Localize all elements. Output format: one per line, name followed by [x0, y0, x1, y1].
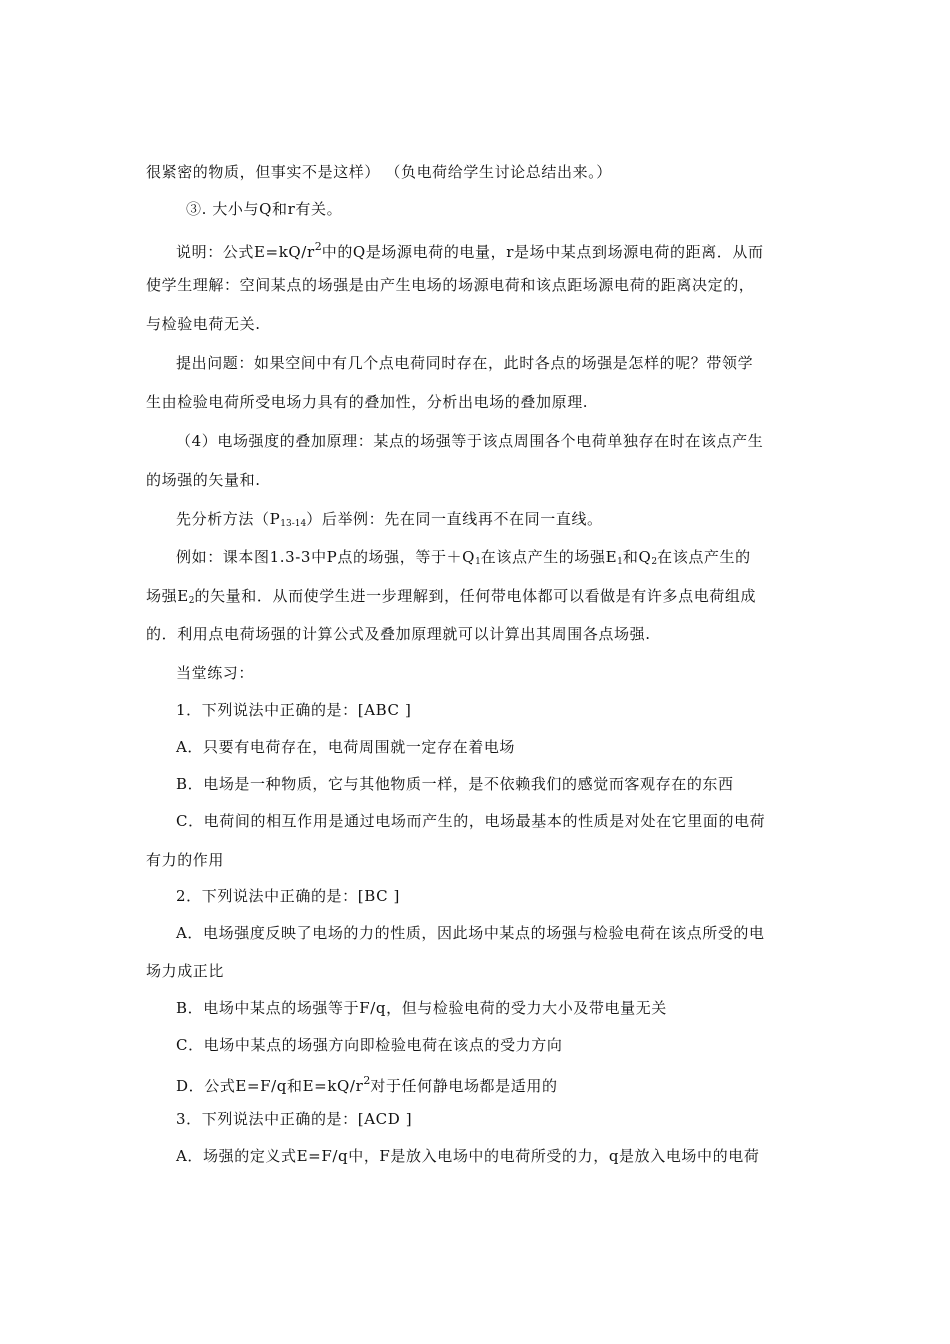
text: 有力的作用 [146, 851, 225, 869]
text: 与检验电荷无关. [146, 315, 261, 333]
paragraph-line [146, 586, 810, 611]
option-2b [176, 998, 810, 1018]
option-2a [176, 923, 810, 943]
question-3 [176, 1109, 810, 1129]
text: 场强E [146, 587, 189, 605]
text: 生由检验电荷所受电场力具有的叠加性，分析出电场的叠加原理. [146, 393, 589, 411]
text: 和Q [622, 548, 652, 566]
option-2d [176, 1071, 810, 1096]
paragraph-line [146, 624, 810, 644]
text: 中的Q是场源电荷的电量，r是场中某点到场源电荷的距离．从而 [321, 243, 764, 261]
option-1b [176, 774, 810, 794]
paragraph-line [176, 431, 810, 451]
text: B．电场中某点的场强等于F/q，但与检验电荷的受力大小及带电量无关 [176, 999, 667, 1017]
paragraph-line [146, 392, 810, 412]
text: A．只要有电荷存在，电荷周围就一定存在着电场 [176, 738, 516, 756]
text: C．电荷间的相互作用是通过电场而产生的，电场最基本的性质是对处在它里面的电荷 [176, 812, 766, 830]
text: 在该点产生的 [657, 548, 751, 566]
text: ③. 大小与Q和r有关。 [186, 200, 343, 218]
text: 例如：课本图1.3-3中P点的场强，等于＋Q [176, 548, 476, 566]
text: ）后举例：先在同一直线再不在同一直线。 [306, 510, 603, 528]
text: D．公式E=F/q和E=kQ/r [176, 1077, 364, 1095]
option-2c [176, 1035, 810, 1055]
text: 在该点产生的场强E [480, 548, 618, 566]
option-2a-cont [146, 961, 810, 981]
text: B．电场是一种物质，它与其他物质一样，是不依赖我们的感觉而客观存在的东西 [176, 775, 734, 793]
paragraph-line [146, 314, 810, 334]
text: C．电场中某点的场强方向即检验电荷在该点的受力方向 [176, 1036, 563, 1054]
paragraph-line [186, 199, 850, 219]
section-heading [176, 663, 810, 683]
paragraph-line [146, 470, 810, 490]
text: 说明：公式E=kQ/r [176, 243, 315, 261]
text: 2．下列说法中正确的是：[BC ] [176, 887, 400, 905]
paragraph-line [146, 162, 810, 182]
text: 3．下列说法中正确的是：[ACD ] [176, 1110, 413, 1128]
text: 的．利用点电荷场强的计算公式及叠加原理就可以计算出其周围各点场强. [146, 625, 651, 643]
question-2 [176, 886, 810, 906]
text: 使学生理解：空间某点的场强是由产生电场的场源电荷和该点距场源电荷的距离决定的， [146, 276, 755, 294]
paragraph-line [176, 353, 810, 373]
text: 很紧密的物质，但事实不是这样） （负电荷给学生讨论总结出来。） [146, 163, 612, 181]
subscript: 1 [617, 557, 623, 567]
text: 对于任何静电场都是适用的 [370, 1077, 558, 1095]
paragraph-line [176, 509, 810, 534]
option-1c [176, 811, 810, 831]
text: 提出问题：如果空间中有几个点电荷同时存在，此时各点的场强是怎样的呢？带领学 [176, 354, 754, 372]
text: 1．下列说法中正确的是：[ABC ] [176, 701, 412, 719]
text: 场力成正比 [146, 962, 225, 980]
subscript: 1 [475, 557, 481, 567]
text: （4）电场强度的叠加原理：某点的场强等于该点周围各个电荷单独存在时在该点产生 [176, 432, 764, 450]
paragraph-line [146, 275, 810, 295]
superscript: 2 [363, 1074, 371, 1087]
subscript: 2 [651, 557, 658, 567]
paragraph-line [176, 237, 810, 262]
subscript: 13-14 [280, 519, 307, 529]
superscript: 2 [314, 240, 322, 253]
text: 当堂练习： [176, 664, 255, 682]
paragraph-line [176, 547, 810, 572]
question-1 [176, 700, 810, 720]
subscript: 2 [188, 596, 195, 606]
text: 先分析方法（P [176, 510, 281, 528]
text: A．电场强度反映了电场的力的性质，因此场中某点的场强与检验电荷在该点所受的电 [176, 924, 765, 942]
text: 的场强的矢量和. [146, 471, 261, 489]
option-1c-cont [146, 850, 810, 870]
text: A．场强的定义式E=F/q中，F是放入电场中的电荷所受的力，q是放入电场中的电荷 [176, 1147, 760, 1165]
option-3a [176, 1146, 810, 1166]
text: 的矢量和．从而使学生进一步理解到，任何带电体都可以看做是有许多点电荷组成 [194, 587, 757, 605]
option-1a [176, 737, 810, 757]
